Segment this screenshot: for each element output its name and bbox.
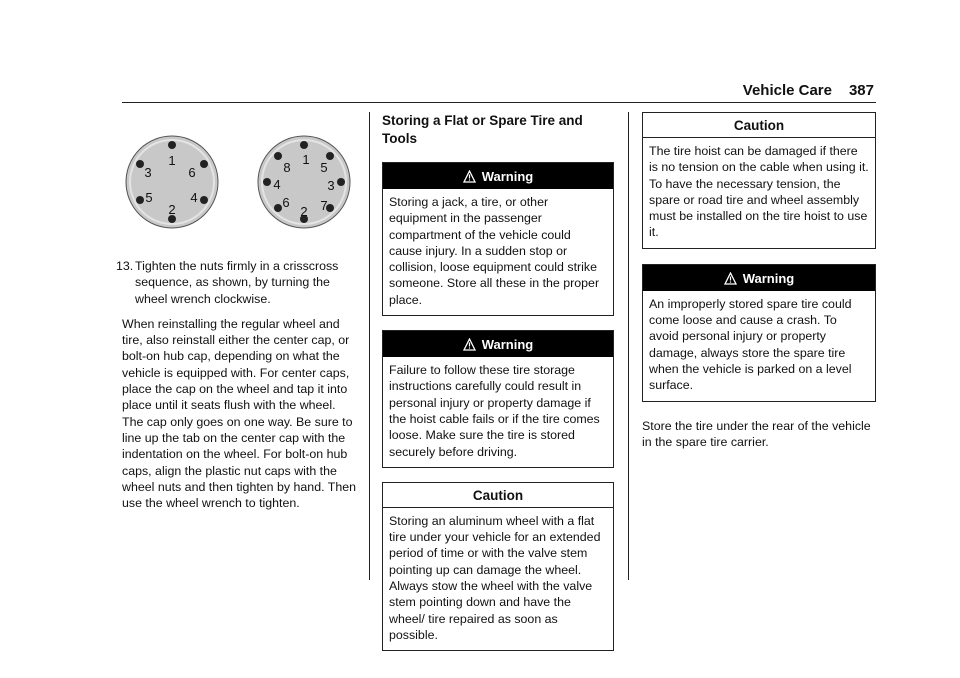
lug-nut: [136, 160, 144, 168]
sequence-label: 3: [327, 178, 335, 193]
column-left: [116, 112, 358, 511]
warning-text: An improperly stored spare tire could come loose and cause a crash. To avoid personal injury or property damage, always store the spare tire when the vehicle is parked on a level surface.: [649, 296, 852, 393]
lug-nut: [200, 160, 208, 168]
page-header: [122, 82, 876, 103]
warning-icon: [463, 170, 476, 183]
sequence-label: 2: [300, 204, 308, 219]
warning-box: [642, 264, 876, 402]
step-number: 13.: [116, 259, 134, 273]
caution-text: The tire hoist can be damaged if there is no tension on the cable when using it. To have the necessary tension, the spare or road tire and wheel assembly must be installed on the tire hoist to use it.: [649, 144, 869, 240]
sequence-label: 4: [190, 190, 198, 205]
sequence-label: 8: [283, 160, 291, 175]
lug-nut-sequence-figure: [122, 132, 358, 236]
sequence-label: 2: [168, 202, 176, 217]
lug-nut: [200, 196, 208, 204]
sequence-label: 6: [282, 195, 290, 210]
lug-nut: [263, 178, 271, 186]
warning-header: [643, 265, 875, 291]
section-title: Vehicle Care: [742, 82, 832, 99]
section-heading: Storing a Flat or Spare Tire and Tools: [382, 113, 583, 146]
column-divider: [628, 112, 629, 580]
sequence-label: 1: [168, 153, 176, 168]
warning-text: Storing a jack, a tire, or other equipment in the passenger compartment of the vehicle could cause injury. In a sudden stop or collision, loose equipment could strike someone. Store all these in the proper place.: [389, 195, 600, 307]
column-right: [642, 112, 876, 450]
sequence-label: 4: [273, 177, 281, 192]
lug-nut: [274, 204, 282, 212]
lug-nut: [326, 152, 334, 160]
step-13: [116, 258, 358, 307]
caution-box: [382, 482, 614, 651]
sequence-label: 6: [188, 165, 196, 180]
lug-nut: [337, 178, 345, 186]
caution-box: [642, 112, 876, 249]
warning-label: Warning: [742, 270, 795, 286]
step-text: Tighten the nuts firmly in a crisscross sequence, as shown, by turning the wheel wrench clockwise.: [135, 259, 339, 306]
sequence-label: 5: [320, 160, 328, 175]
column-middle: [382, 112, 614, 651]
caution-header: Caution: [383, 483, 613, 508]
sequence-label: 7: [320, 198, 328, 213]
warning-icon: [463, 338, 476, 351]
storage-paragraph: Store the tire under the rear of the vehicle in the spare tire carrier.: [642, 418, 871, 449]
warning-text: Failure to follow these tire storage instructions carefully could result in personal injury or property damage if the hoist cable fails or if the tire comes loose. Make sure the tire is stored securely before driving.: [389, 363, 600, 459]
caution-text: Storing an aluminum wheel with a flat tire under your vehicle for an extended period of time or with the valve stem pointing up can damage the wheel. Always stow the wheel with the valve stem pointing down and have the wheel/ tire repaired as soon as possible.: [389, 513, 601, 642]
column-divider: [369, 112, 370, 580]
warning-box: [382, 330, 614, 468]
lug-nut: [136, 196, 144, 204]
sequence-label: 5: [145, 190, 153, 205]
sequence-label: 3: [144, 165, 152, 180]
warning-header: [383, 331, 613, 357]
warning-icon: [724, 272, 737, 285]
lug-nut: [168, 141, 176, 149]
warning-label: Warning: [481, 169, 534, 184]
sequence-label: 1: [302, 152, 310, 167]
page-number: 387: [848, 82, 874, 99]
warning-header: [383, 163, 613, 189]
warning-box: [382, 162, 614, 316]
lug-nut: [274, 152, 282, 160]
warning-label: Warning: [481, 337, 534, 353]
eight-lug-wheel: [258, 136, 350, 228]
reinstall-paragraph: When reinstalling the regular wheel and tire, also reinstall either the center cap, or bolt-on hub cap, depending on what the vehicle is equipped with. For center caps, place the cap on the wheel and tap it into place until it seats flush with the wheel. The cap only goes on one way. Be sure to line up the tab on the center cap with the indentation on the wheel. For bolt-on hub caps, align the plastic nut caps with the wheel nuts and then tighten by hand. Then use the wheel wrench to tighten.: [122, 316, 356, 511]
six-lug-wheel: [126, 136, 218, 228]
lug-nut: [300, 141, 308, 149]
caution-header: Caution: [643, 113, 875, 138]
